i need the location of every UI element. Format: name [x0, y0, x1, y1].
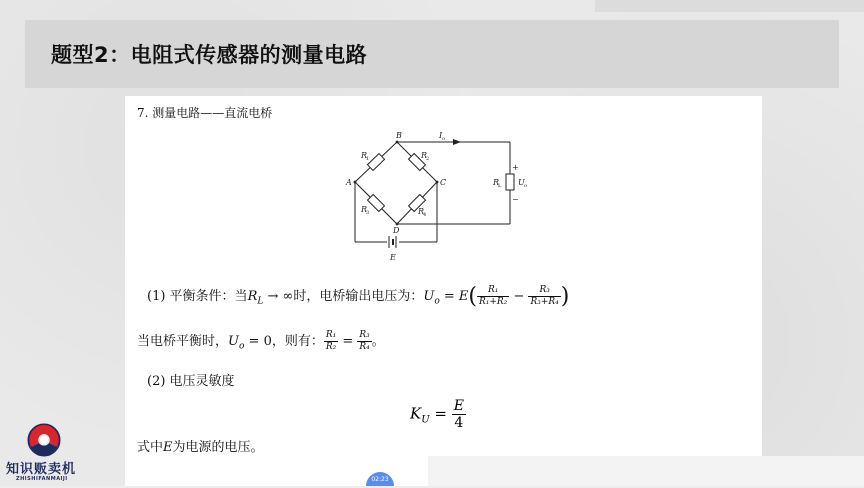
label-d: D — [393, 226, 400, 235]
balanced-condition-line — [137, 330, 385, 353]
left-paren: ( — [468, 284, 477, 309]
uo-symbol-2: U — [228, 334, 239, 349]
balanced-text-mid: = 0，则有： — [244, 334, 324, 349]
current-arrow — [453, 139, 461, 145]
resistor-r1 — [367, 154, 384, 171]
label-minus: − — [512, 195, 519, 204]
fraction-e-4: $\frac{E}{4}$ — [453, 398, 464, 431]
rl-symbol: R — [247, 289, 258, 304]
label-rl-sub: L — [498, 183, 502, 189]
period: 。 — [371, 334, 385, 349]
equals-e: = E — [439, 289, 469, 304]
label-r4-sub: 4 — [423, 212, 427, 218]
label-uo: U — [518, 178, 525, 187]
label-uo-sub: o — [524, 183, 528, 189]
note-prefix: 式中 — [137, 440, 164, 455]
label-c: C — [440, 178, 447, 187]
fraction-r1-sum: $\frac{\text{R₁}}{\text{R₁+R₂}}$ — [478, 285, 508, 307]
fraction-r3-r4: $\frac{\text{R₃}}{\text{R₄}}$ — [359, 330, 370, 352]
balance-text-prefix: (1) 平衡条件：当 — [147, 289, 248, 304]
label-b: B — [396, 132, 402, 140]
sensitivity-heading: (2) 电压灵敏度 — [147, 374, 235, 389]
bridge-circuit-diagram — [335, 132, 535, 267]
resistor-rl — [506, 174, 514, 190]
section-heading: 7. 测量电路——直流电桥 — [137, 106, 273, 120]
balance-condition-line — [147, 284, 569, 309]
label-r2: R — [421, 151, 428, 160]
document-page — [125, 96, 762, 486]
label-r3-sub: 3 — [366, 210, 370, 216]
label-plus: + — [512, 163, 519, 172]
k-subscript: U — [421, 414, 430, 426]
brand-name-en: ZHISHIFANMAIJI — [16, 476, 68, 482]
label-rl: R — [493, 178, 500, 187]
player-timer-bubble[interactable]: 02:23 — [366, 472, 394, 486]
e-symbol: E — [163, 440, 173, 455]
right-paren: ) — [560, 284, 570, 309]
label-r1: R — [361, 151, 368, 160]
label-e: E — [390, 253, 396, 262]
top-edge-strip — [595, 0, 864, 12]
label-a: A — [346, 178, 352, 187]
equals-sign: = — [338, 334, 358, 349]
fraction-r1-r2: $\frac{\text{R₁}}{\text{R₂}}$ — [325, 330, 337, 352]
bottom-edge-strip — [428, 456, 864, 486]
slide-title: 题型2：电阻式传感器的测量电路 — [51, 43, 368, 67]
note-suffix: 为电源的电压。 — [172, 440, 264, 455]
label-r4: R — [418, 207, 425, 216]
k-symbol: K — [410, 404, 422, 423]
label-r2-sub: 2 — [426, 156, 430, 162]
slide-title-bar — [25, 20, 839, 88]
uo-symbol: U — [423, 289, 435, 304]
label-io-sub: o — [442, 136, 446, 142]
uo-subscript-2: o — [238, 341, 245, 352]
sensitivity-formula — [410, 398, 466, 431]
rl-subscript: L — [257, 296, 264, 307]
brand-name-cn: 知识贩卖机 — [6, 462, 77, 477]
fraction-r3-sum: $\frac{\text{R₃}}{\text{R₃+R₄}}$ — [530, 285, 559, 307]
balanced-text-prefix: 当电桥平衡时， — [137, 334, 229, 349]
voltage-note-line — [137, 436, 264, 455]
balance-text-arrow: → ∞时，电桥输出电压为： — [263, 289, 424, 304]
label-r3: R — [361, 205, 368, 214]
label-r1-sub: 1 — [366, 156, 370, 162]
label-io: I — [439, 132, 443, 140]
ku-equals: = — [429, 404, 452, 423]
minus-sign: − — [513, 289, 525, 304]
resistor-r3 — [368, 195, 385, 212]
uo-subscript: o — [434, 296, 440, 307]
